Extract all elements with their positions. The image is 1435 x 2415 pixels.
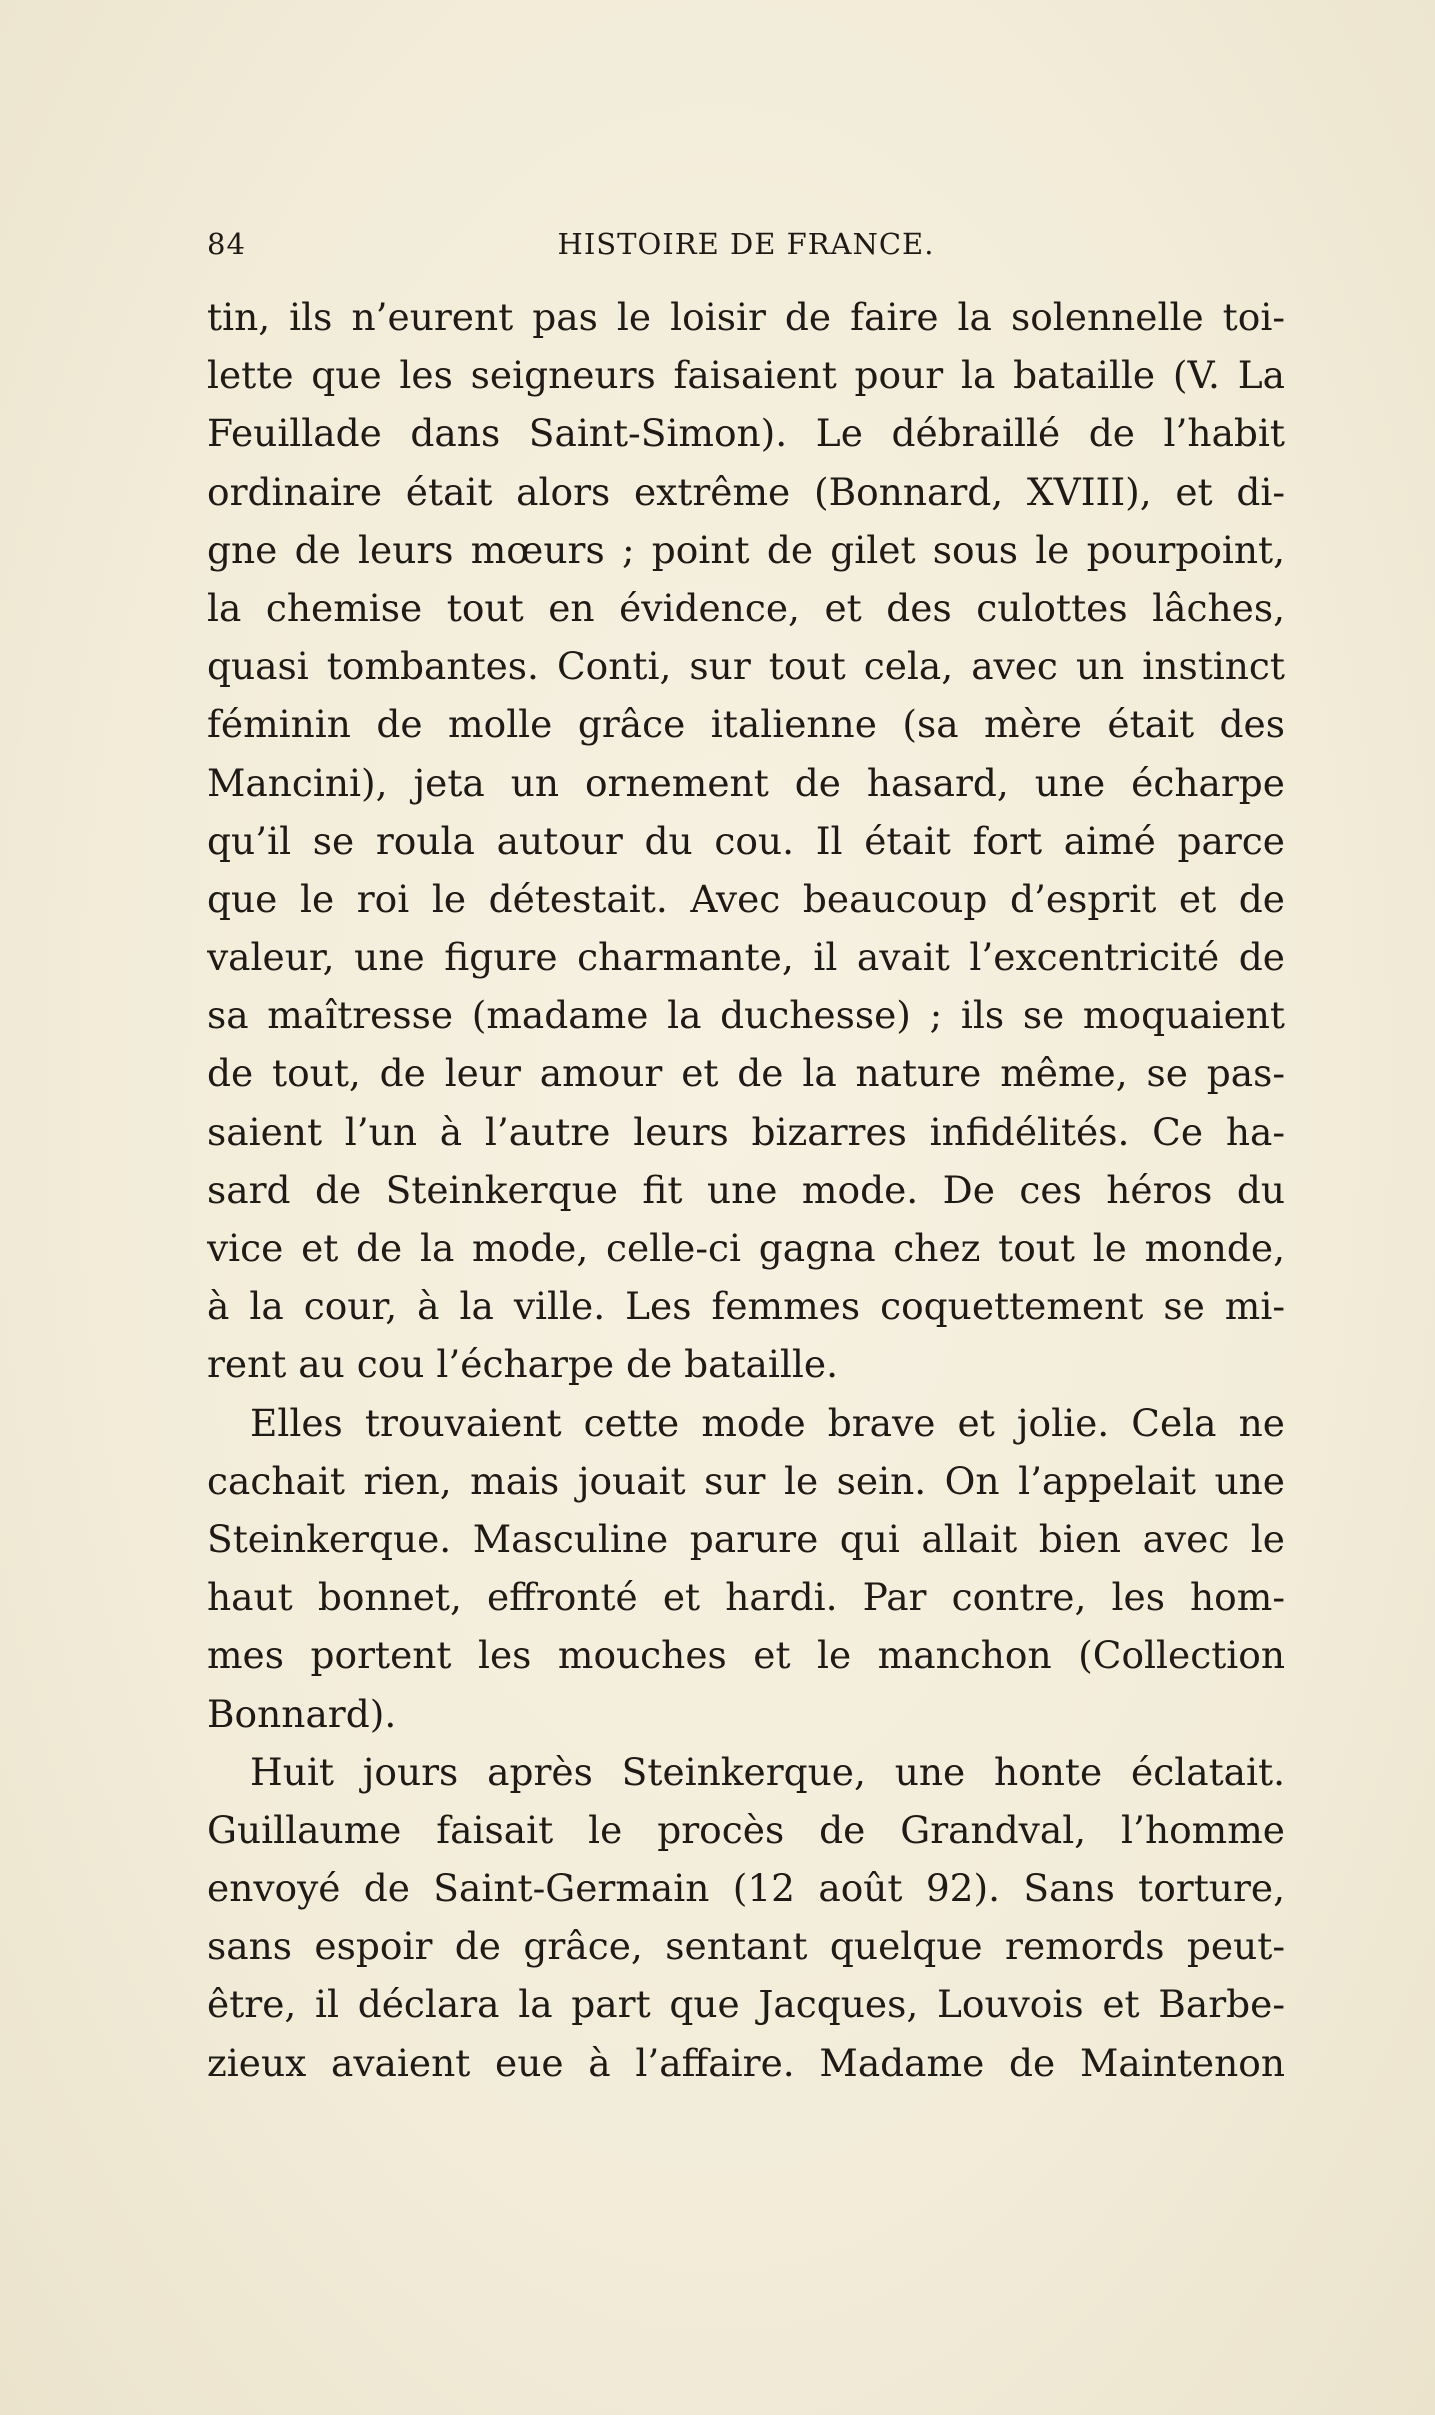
text-line: rent au cou l’écharpe de bataille. <box>207 1342 838 1387</box>
text-line: mes portent les mouches et le manchon (Collection <box>207 1633 1285 1678</box>
text-line: Elles trouvaient cette mode brave et jolie. Cela ne <box>250 1400 1285 1445</box>
text-body <box>207 288 1285 2092</box>
text-line: Guillaume faisait le procès de Grandval, l’homme <box>207 1807 1285 1852</box>
text-line: tin, ils n’eurent pas le loisir de faire la solennelle toi- <box>207 295 1285 339</box>
text-line: la chemise tout en évidence, et des culottes lâches, <box>207 585 1285 630</box>
text-line: qu’il se roula autour du cou. Il était fort aimé parce <box>207 818 1285 863</box>
text-line: sa maîtresse (madame la duchesse) ; ils se moquaient <box>207 993 1285 1038</box>
text-line: haut bonnet, effronté et hardi. Par contre, les hom- <box>207 1575 1285 1620</box>
text-line: de tout, de leur amour et de la nature même, se pas- <box>207 1051 1285 1096</box>
text-line: féminin de molle grâce italienne (sa mère était des <box>207 702 1285 747</box>
text-line: être, il déclara la part que Jacques, Louvois et Barbe- <box>207 1982 1285 2027</box>
text-line: cachait rien, mais jouait sur le sein. On l’appelait une <box>207 1458 1285 1503</box>
text-line: que le roi le détestait. Avec beaucoup d’esprit et de <box>207 876 1285 921</box>
text-line: Steinkerque. Masculine parure qui allait bien avec le <box>207 1516 1285 1561</box>
text-line: quasi tombantes. Conti, sur tout cela, avec un instinct <box>207 644 1285 689</box>
text-line: gne de leurs mœurs ; point de gilet sous le pourpoint, <box>207 527 1285 572</box>
text-line: lette que les seigneurs faisaient pour la bataille (V. La <box>207 353 1285 398</box>
text-line: Feuillade dans Saint-Simon). Le débraillé de l’habit <box>207 411 1285 456</box>
text-line: Huit jours après Steinkerque, une honte éclatait. <box>250 1749 1285 1794</box>
page-number: 84 <box>207 227 246 261</box>
text-line: ordinaire était alors extrême (Bonnard, XVIII), et di- <box>207 469 1285 514</box>
text-line: Mancini), jeta un ornement de hasard, une écharpe <box>207 760 1285 805</box>
text-line: vice et de la mode, celle-ci gagna chez tout le monde, <box>207 1226 1285 1270</box>
text-line: sard de Steinkerque fit une mode. De ces héros du <box>207 1167 1285 1212</box>
text-line: zieux avaient eue à l’affaire. Madame de Maintenon <box>207 2040 1285 2085</box>
text-line: sans espoir de grâce, sentant quelque remords peut- <box>207 1924 1285 1969</box>
text-line: saient l’un à l’autre leurs bizarres infidélités. Ce ha- <box>207 1109 1285 1154</box>
text-line: valeur, une figure charmante, il avait l’excentricité de <box>207 935 1285 980</box>
running-title: HISTOIRE DE FRANCE. <box>557 227 935 261</box>
text-line: envoyé de Saint-Germain (12 août 92). Sans torture, <box>207 1866 1285 1911</box>
page-header <box>207 215 1285 271</box>
text-line: à la cour, à la ville. Les femmes coquettement se mi- <box>207 1284 1285 1329</box>
text-line: Bonnard). <box>207 1691 397 1736</box>
